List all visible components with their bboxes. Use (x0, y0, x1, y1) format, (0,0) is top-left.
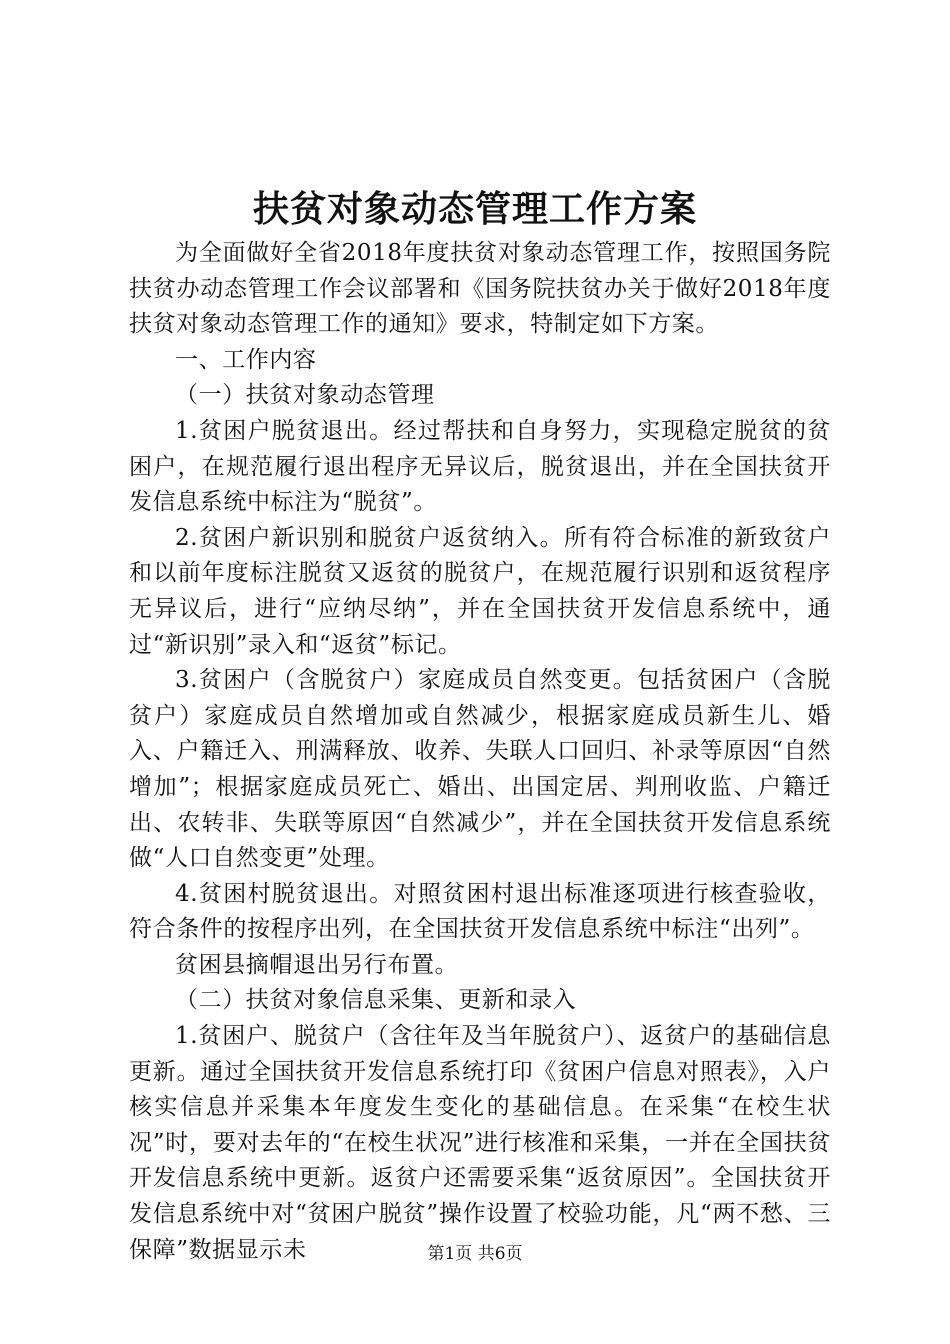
document-title: 扶贫对象动态管理工作方案 (252, 188, 697, 230)
page-number-footer: 第1页 共6页 (427, 1244, 523, 1264)
paragraph-item-1: 1.贫困户脱贫退出。经过帮扶和自身努力，实现稳定脱贫的贫困户，在规范履行退出程序无异议后，脱贫退出，并在全国扶贫开发信息系统中标注为“脱贫”。 (129, 417, 831, 516)
paragraph-item-3: 3.贫困户（含脱贫户）家庭成员自然变更。包括贫困户（含脱贫户）家庭成员自然增加或自然减少，根据家庭成员新生儿、婚入、户籍迁入、刑满释放、收养、失联人口回归、补录等原因“自然增加”；根据家庭成员死亡、婚出、出国定居、判刑收监、户籍迁出、农转非、失联等原因“自然减少”，并在全国扶贫开发信息系统做“人口自然变更”处理。 (129, 667, 831, 872)
paragraph-item-2-1: 1.贫困户、脱贫户（含往年及当年脱贫户）、返贫户的基础信息更新。通过全国扶贫开发信息系统打印《贫困户信息对照表》，入户核实信息并采集本年度发生变化的基础信息。在采集“在校生状况”时，要对去年的“在校生状况”进行核准和采集，一并在全国扶贫开发信息系统中更新。返贫户还需要采集“返贫原因”。全国扶贫开发信息系统中对“贫困户脱贫”操作设置了校验功能，凡“两不愁、三保障”数据显示未 (129, 1023, 831, 1263)
heading-subsection-1: （一）扶贫对象动态管理 (175, 382, 435, 409)
heading-subsection-2: （二）扶贫对象信息采集、更新和录入 (175, 987, 577, 1014)
paragraph-item-2: 2.贫困户新识别和脱贫户返贫纳入。所有符合标准的新致贫户和以前年度标注脱贫又返贫的脱贫户，在规范履行识别和返贫程序无异议后，进行“应纳尽纳”，并在全国扶贫开发信息系统中，通过“新识别”录入和“返贫”标记。 (129, 524, 831, 658)
document-body (129, 236, 831, 1268)
paragraph-county-note: 贫困县摘帽退出另行布置。 (175, 951, 459, 978)
paragraph-item-4: 4.贫困村脱贫退出。对照贫困村退出标准逐项进行核查验收，符合条件的按程序出列，在全国扶贫开发信息系统中标注“出列”。 (129, 880, 831, 943)
heading-section-1: 一、工作内容 (175, 346, 317, 373)
paragraph-intro: 为全面做好全省2018年度扶贫对象动态管理工作，按照国务院扶贫办动态管理工作会议部署和《国务院扶贫办关于做好2018年度扶贫对象动态管理工作的通知》要求，特制定如下方案。 (129, 240, 831, 338)
